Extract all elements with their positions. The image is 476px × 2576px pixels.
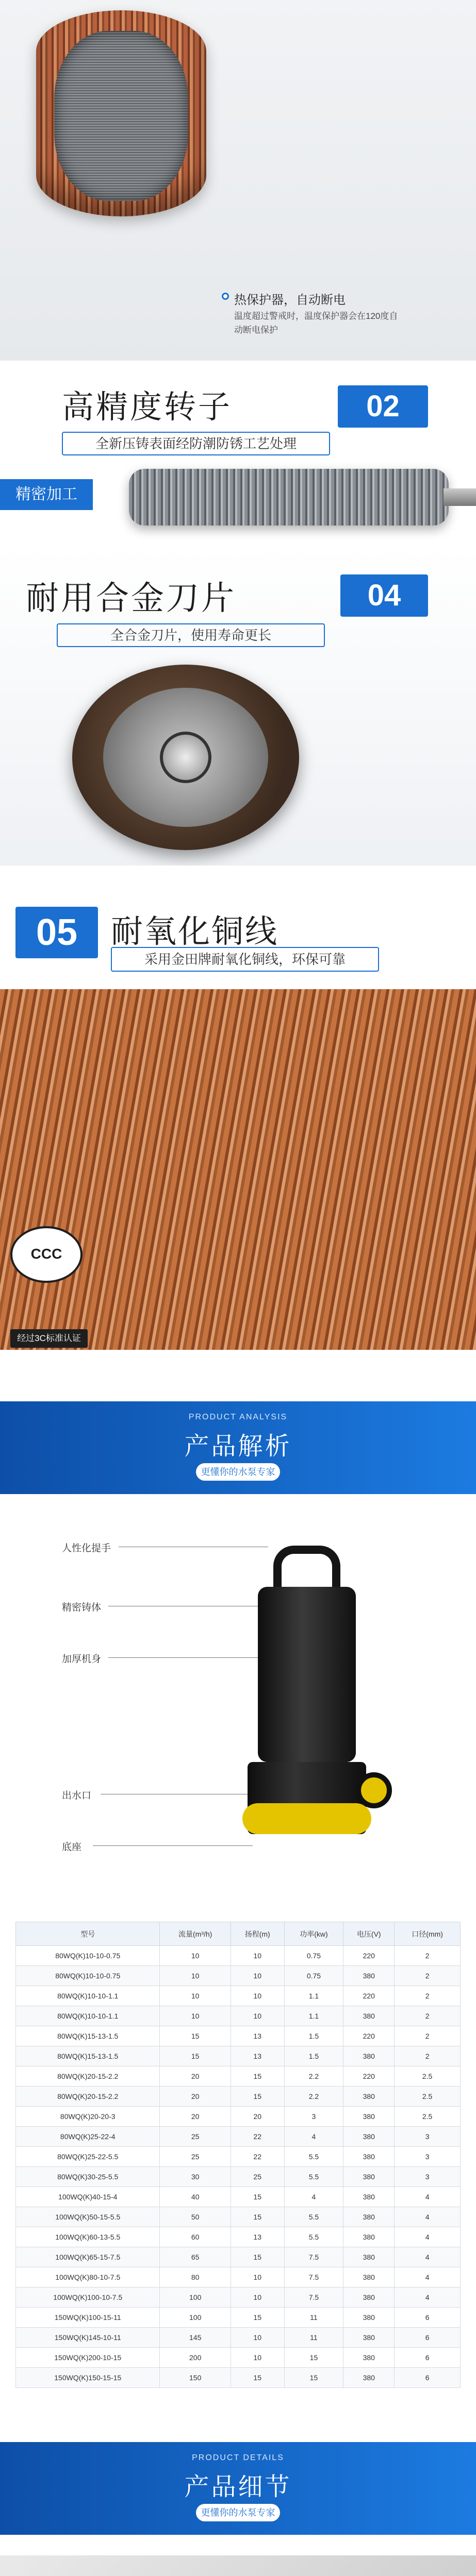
callout-description: 温度超过警戒时，温度保护器会在120度自动断电保护 xyxy=(234,311,398,335)
spec-table-cell: 20 xyxy=(160,2107,231,2127)
rotor-image xyxy=(129,469,449,526)
spec-table-cell: 15 xyxy=(231,2308,284,2328)
spec-table-cell: 0.75 xyxy=(284,1966,343,1986)
spec-table-cell: 15 xyxy=(160,2046,231,2066)
spec-table-cell: 1.5 xyxy=(284,2046,343,2066)
spec-table-cell: 100 xyxy=(160,2287,231,2308)
spec-table-cell: 6 xyxy=(395,2368,461,2388)
spec-table-cell: 2.5 xyxy=(395,2107,461,2127)
spec-table-cell: 380 xyxy=(343,2227,395,2247)
spec-table-cell: 10 xyxy=(160,2006,231,2026)
spec-table-cell: 30 xyxy=(160,2167,231,2187)
spec-table-cell: 15 xyxy=(231,2207,284,2227)
spec-table-cell: 380 xyxy=(343,2247,395,2267)
spec-table-cell: 15 xyxy=(160,2026,231,2046)
copper-subtitle: 采用金田牌耐氧化铜线，环保可靠 xyxy=(111,947,379,972)
spec-table-cell: 80WQ(K)10-10-1.1 xyxy=(16,2006,160,2026)
spec-table-row xyxy=(16,2308,461,2328)
spec-table-cell: 11 xyxy=(284,2328,343,2348)
spec-table-row xyxy=(16,1946,461,1966)
spec-table-cell: 80WQ(K)20-15-2.2 xyxy=(16,2066,160,2087)
header-power: 功率(kw) xyxy=(284,1922,343,1946)
spec-table-cell: 80WQ(K)25-22-5.5 xyxy=(16,2147,160,2167)
spec-table-row xyxy=(16,2026,461,2046)
spec-table-cell: 15 xyxy=(231,2187,284,2207)
spec-table-cell: 65 xyxy=(160,2247,231,2267)
spec-table-cell: 220 xyxy=(343,2066,395,2087)
spec-table-cell: 20 xyxy=(160,2087,231,2107)
spec-table-cell: 10 xyxy=(160,1986,231,2006)
spec-table-cell: 4 xyxy=(395,2247,461,2267)
spec-table-cell: 380 xyxy=(343,2107,395,2127)
spec-table-cell: 220 xyxy=(343,1986,395,2006)
spec-table-row xyxy=(16,2247,461,2267)
label-body: 加厚机身 xyxy=(62,1654,102,1665)
spec-table-cell: 5.5 xyxy=(284,2207,343,2227)
spec-table-row xyxy=(16,1986,461,2006)
blade-number-badge: 04 xyxy=(340,574,428,617)
header-model: 型号 xyxy=(16,1922,160,1946)
spec-table-row xyxy=(16,2046,461,2066)
spec-table-cell: 380 xyxy=(343,2046,395,2066)
analysis-en-title: PRODUCT ANALYSIS xyxy=(188,1413,288,1421)
spec-table-cell: 10 xyxy=(231,2328,284,2348)
spec-table-cell: 220 xyxy=(343,2026,395,2046)
spec-table-cell: 4 xyxy=(284,2127,343,2147)
spec-table-cell: 10 xyxy=(231,1946,284,1966)
spec-table-row xyxy=(16,2066,461,2087)
spec-table-row xyxy=(16,2328,461,2348)
spec-table-cell: 25 xyxy=(160,2147,231,2167)
copper-section xyxy=(0,866,476,1381)
spec-table-cell: 15 xyxy=(231,2247,284,2267)
pump-handle xyxy=(273,1546,340,1592)
spec-table-cell: 380 xyxy=(343,2127,395,2147)
spec-table-cell: 50 xyxy=(160,2207,231,2227)
spec-table-cell: 4 xyxy=(395,2207,461,2227)
spec-table-cell: 15 xyxy=(231,2066,284,2087)
spec-table-cell: 4 xyxy=(284,2187,343,2207)
spec-table-cell: 3 xyxy=(284,2107,343,2127)
spec-table-cell: 145 xyxy=(160,2328,231,2348)
spec-table-cell: 380 xyxy=(343,2308,395,2328)
spec-table-cell: 7.5 xyxy=(284,2247,343,2267)
spec-table-cell: 10 xyxy=(231,2287,284,2308)
spec-table-cell: 2 xyxy=(395,2046,461,2066)
spec-table-row xyxy=(16,2287,461,2308)
spec-table-cell: 2 xyxy=(395,1986,461,2006)
spec-table-cell: 80WQ(K)15-13-1.5 xyxy=(16,2046,160,2066)
spec-table-cell: 150WQ(K)150-15-15 xyxy=(16,2368,160,2388)
spec-table-cell: 10 xyxy=(231,2348,284,2368)
spec-table-cell: 13 xyxy=(231,2046,284,2066)
spec-table-row xyxy=(16,2147,461,2167)
spec-table-cell: 20 xyxy=(160,2066,231,2087)
spec-table-cell: 80WQ(K)10-10-0.75 xyxy=(16,1966,160,1986)
spec-table-cell: 100WQ(K)40-15-4 xyxy=(16,2187,160,2207)
blade-hub xyxy=(160,732,211,783)
spec-table-cell: 80WQ(K)25-22-4 xyxy=(16,2127,160,2147)
spec-table-cell: 4 xyxy=(395,2187,461,2207)
cert-label: 经过3C标准认证 xyxy=(10,1329,88,1348)
spec-table-row xyxy=(16,2006,461,2026)
spec-table xyxy=(15,1922,461,2388)
copper-number-badge: 05 xyxy=(15,907,98,958)
spec-table-row xyxy=(16,2127,461,2147)
spec-table-row xyxy=(16,2087,461,2107)
spec-table-cell: 15 xyxy=(284,2368,343,2388)
analysis-title: 产品解析 xyxy=(184,1433,292,1460)
details-title: 产品细节 xyxy=(184,2473,292,2501)
pump-yellow-ring xyxy=(242,1803,371,1834)
header-head: 扬程(m) xyxy=(231,1922,284,1946)
rotor-title: 高精度转子 xyxy=(62,389,233,425)
spec-table-cell: 10 xyxy=(231,1966,284,1986)
analysis-banner xyxy=(0,1381,476,1510)
spec-table-cell: 2.5 xyxy=(395,2066,461,2087)
spec-table-cell: 25 xyxy=(231,2167,284,2187)
callout-dot-icon xyxy=(222,293,229,300)
spec-table-cell: 150WQ(K)145-10-11 xyxy=(16,2328,160,2348)
spec-table-cell: 1.1 xyxy=(284,2006,343,2026)
spec-table-cell: 4 xyxy=(395,2227,461,2247)
spec-table-cell: 380 xyxy=(343,2167,395,2187)
spec-table-cell: 1.1 xyxy=(284,1986,343,2006)
spec-table-cell: 2 xyxy=(395,1966,461,1986)
spec-table-cell: 20 xyxy=(231,2107,284,2127)
ccc-cert-icon xyxy=(10,1226,83,1283)
spec-table-cell: 10 xyxy=(160,1966,231,1986)
stator-core xyxy=(54,31,188,201)
label-base: 底座 xyxy=(62,1842,82,1853)
spec-table-cell: 100WQ(K)50-15-5.5 xyxy=(16,2207,160,2227)
rotor-shaft xyxy=(444,488,476,506)
blade-image xyxy=(72,665,299,850)
spec-table-cell: 200 xyxy=(160,2348,231,2368)
blade-section xyxy=(0,546,476,866)
spec-table-cell: 22 xyxy=(231,2147,284,2167)
spec-table-cell: 3 xyxy=(395,2127,461,2147)
spec-table-cell: 10 xyxy=(231,2267,284,2287)
spec-table-cell: 7.5 xyxy=(284,2267,343,2287)
spec-table-cell: 2.5 xyxy=(395,2087,461,2107)
callout-title: 热保护器，自动断电 xyxy=(234,293,346,307)
precision-tag: 精密加工 xyxy=(0,479,93,510)
spec-table-cell: 380 xyxy=(343,2287,395,2308)
spec-table-cell: 380 xyxy=(343,2368,395,2388)
spec-table-cell: 6 xyxy=(395,2308,461,2328)
spec-table-header xyxy=(16,1922,461,1946)
spec-table-cell: 380 xyxy=(343,2348,395,2368)
blade-title: 耐用合金刀片 xyxy=(26,580,236,617)
spec-table-cell: 11 xyxy=(284,2308,343,2328)
leader-line xyxy=(108,1657,258,1658)
pump-image xyxy=(242,1546,371,1855)
spec-table-cell: 3 xyxy=(395,2167,461,2187)
copper-title: 耐氧化铜线 xyxy=(111,914,279,950)
spec-table-cell: 380 xyxy=(343,2087,395,2107)
blade-ring xyxy=(103,688,268,827)
spec-table-cell: 2.2 xyxy=(284,2087,343,2107)
spec-table-cell: 150 xyxy=(160,2368,231,2388)
spec-table-cell: 100 xyxy=(160,2308,231,2328)
spec-table-cell: 380 xyxy=(343,2187,395,2207)
header-flow: 流量(m³/h) xyxy=(160,1922,231,1946)
rotor-section xyxy=(0,361,476,546)
spec-table-cell: 150WQ(K)200-10-15 xyxy=(16,2348,160,2368)
spec-table-cell: 380 xyxy=(343,2267,395,2287)
spec-table-cell: 100WQ(K)80-10-7.5 xyxy=(16,2267,160,2287)
spec-table-cell: 80WQ(K)15-13-1.5 xyxy=(16,2026,160,2046)
thermal-protector-callout xyxy=(222,289,397,350)
handle-photo xyxy=(0,2555,476,2576)
label-casting: 精密铸体 xyxy=(62,1602,102,1613)
spec-table-cell: 10 xyxy=(160,1946,231,1966)
spec-table-cell: 80WQ(K)30-25-5.5 xyxy=(16,2167,160,2187)
spec-table-row xyxy=(16,2368,461,2388)
stator-section xyxy=(0,0,476,361)
label-outlet: 出水口 xyxy=(62,1790,92,1801)
rotor-subtitle: 全新压铸表面经防潮防锈工艺处理 xyxy=(62,432,330,455)
spec-table-cell: 150WQ(K)100-15-11 xyxy=(16,2308,160,2328)
spec-table-cell: 80WQ(K)10-10-0.75 xyxy=(16,1946,160,1966)
spec-table-cell: 3 xyxy=(395,2147,461,2167)
spec-table-row xyxy=(16,2227,461,2247)
pump-outlet xyxy=(356,1772,392,1808)
spec-table-cell: 2.2 xyxy=(284,2066,343,2087)
spec-table-row xyxy=(16,2167,461,2187)
spec-table-cell: 80WQ(K)20-15-2.2 xyxy=(16,2087,160,2107)
spec-table-cell: 13 xyxy=(231,2227,284,2247)
leader-line xyxy=(93,1845,253,1846)
spec-table-cell: 5.5 xyxy=(284,2227,343,2247)
spec-table-cell: 380 xyxy=(343,2006,395,2026)
spec-table-cell: 2 xyxy=(395,2006,461,2026)
rotor-number-badge: 02 xyxy=(338,385,428,428)
spec-table-cell: 0.75 xyxy=(284,1946,343,1966)
spec-table-cell: 220 xyxy=(343,1946,395,1966)
spec-table-cell: 1.5 xyxy=(284,2026,343,2046)
spec-table-row xyxy=(16,2267,461,2287)
details-en-title: PRODUCT DETAILS xyxy=(192,2453,284,2462)
spec-table-cell: 100WQ(K)60-13-5.5 xyxy=(16,2227,160,2247)
spec-table-cell: 2 xyxy=(395,2026,461,2046)
spec-table-cell: 80 xyxy=(160,2267,231,2287)
spec-table-cell: 10 xyxy=(231,1986,284,2006)
spec-table-cell: 80WQ(K)20-20-3 xyxy=(16,2107,160,2127)
details-pill: 更懂你的水泵专家 xyxy=(196,2504,280,2521)
spec-table-row xyxy=(16,2187,461,2207)
header-voltage: 电压(V) xyxy=(343,1922,395,1946)
detail-handle xyxy=(0,2555,476,2576)
spec-table-cell: 5.5 xyxy=(284,2147,343,2167)
spec-table-cell: 100WQ(K)100-10-7.5 xyxy=(16,2287,160,2308)
spec-table-cell: 15 xyxy=(231,2368,284,2388)
copper-coils-image xyxy=(0,989,476,1350)
blade-subtitle: 全合金刀片，使用寿命更长 xyxy=(57,623,325,647)
spec-table-row xyxy=(16,1966,461,1986)
spec-table-cell: 6 xyxy=(395,2348,461,2368)
ccc-mark: CCC xyxy=(30,1246,62,1262)
spec-table-cell: 60 xyxy=(160,2227,231,2247)
analysis-pill: 更懂你的水泵专家 xyxy=(196,1463,280,1481)
spec-table-cell: 7.5 xyxy=(284,2287,343,2308)
spec-table-cell: 380 xyxy=(343,1966,395,1986)
spec-table-cell: 13 xyxy=(231,2026,284,2046)
header-caliber: 口径(mm) xyxy=(395,1922,461,1946)
spec-table-cell: 22 xyxy=(231,2127,284,2147)
spec-table-row xyxy=(16,2348,461,2368)
spec-table-cell: 25 xyxy=(160,2127,231,2147)
spec-table-cell: 100WQ(K)65-15-7.5 xyxy=(16,2247,160,2267)
spec-table-cell: 15 xyxy=(231,2087,284,2107)
spec-table-cell: 5.5 xyxy=(284,2167,343,2187)
pump-body xyxy=(258,1587,356,1762)
spec-table-cell: 6 xyxy=(395,2328,461,2348)
stator-image xyxy=(36,10,206,216)
spec-table-cell: 15 xyxy=(284,2348,343,2368)
spec-table-cell: 4 xyxy=(395,2287,461,2308)
spec-table-cell: 380 xyxy=(343,2207,395,2227)
details-banner xyxy=(0,2416,476,2555)
label-handle: 人性化提手 xyxy=(62,1543,111,1554)
spec-table-cell: 2 xyxy=(395,1946,461,1966)
spec-table-cell: 380 xyxy=(343,2147,395,2167)
spec-table-cell: 4 xyxy=(395,2267,461,2287)
spec-table-row xyxy=(16,2207,461,2227)
spec-table-cell: 40 xyxy=(160,2187,231,2207)
spec-table-row xyxy=(16,2107,461,2127)
spec-table-cell: 380 xyxy=(343,2328,395,2348)
spec-table-section xyxy=(0,1901,476,2416)
spec-table-cell: 80WQ(K)10-10-1.1 xyxy=(16,1986,160,2006)
spec-table-cell: 10 xyxy=(231,2006,284,2026)
pump-diagram xyxy=(0,1510,476,1901)
